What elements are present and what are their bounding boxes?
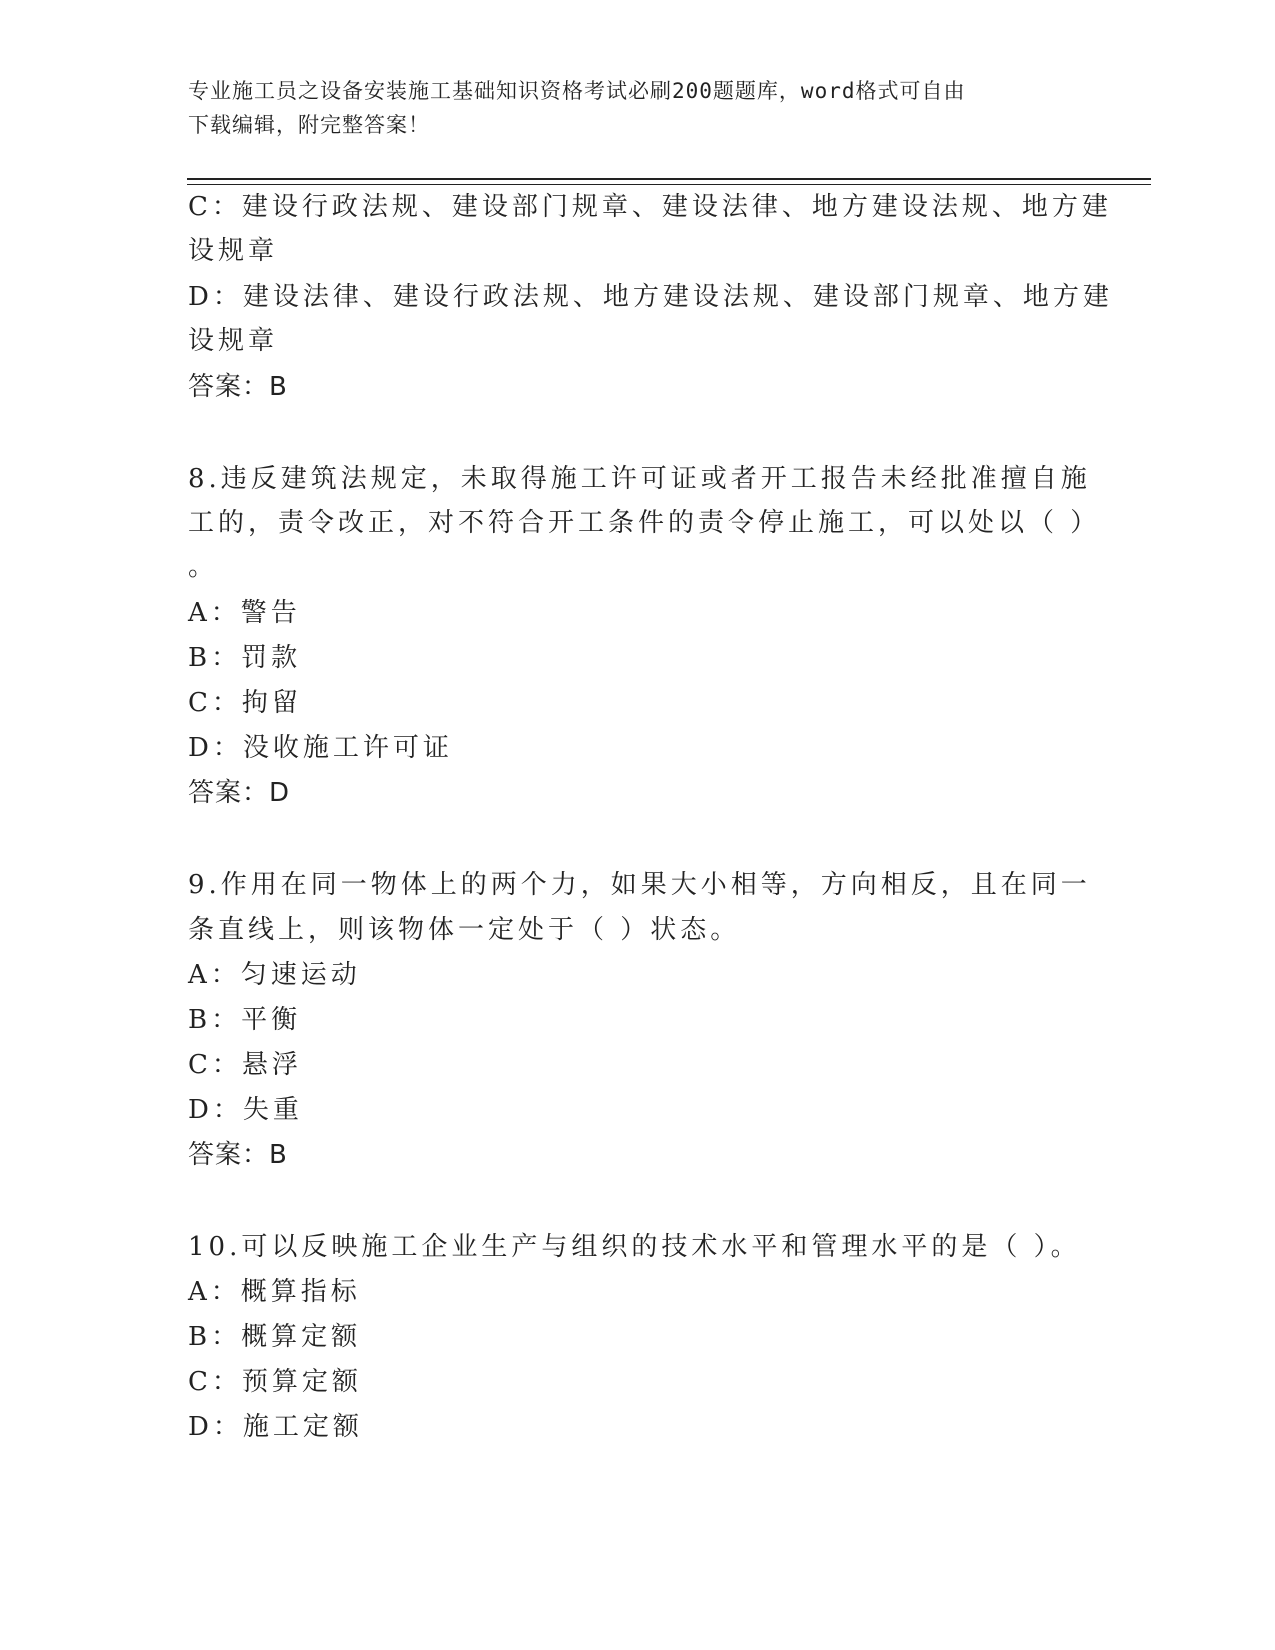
q9-option-b: B：平衡	[188, 1005, 302, 1035]
q8-option-a: A：警告	[188, 598, 301, 628]
q10-option-a: A：概算指标	[188, 1277, 361, 1307]
q8-option-b: B：罚款	[188, 643, 302, 673]
q10-option-b: B：概算定额	[188, 1322, 362, 1352]
q9-option-a: A：匀速运动	[188, 960, 361, 990]
q10-stem-line-1: 10.可以反映施工企业生产与组织的技术水平和管理水平的是（ ）。	[188, 1232, 1081, 1262]
q10-option-c: C：预算定额	[188, 1367, 362, 1397]
prev-option-d-line-1: D：建设法律、建设行政法规、地方建设法规、建设部门规章、地方建	[188, 282, 1113, 312]
q8-option-c: C：拘留	[188, 688, 302, 718]
q9-option-d: D：失重	[188, 1095, 303, 1125]
q8-option-d: D：没收施工许可证	[188, 733, 453, 763]
q8-stem-line-3: 。	[188, 552, 219, 582]
q9-stem-line-1: 9.作用在同一物体上的两个力，如果大小相等，方向相反，且在同一	[188, 870, 1091, 900]
prev-option-c-line-2: 设规章	[188, 236, 279, 266]
q8-answer: 答案：D	[188, 778, 291, 808]
prev-answer: 答案：B	[188, 372, 288, 402]
document-header	[188, 74, 1088, 142]
q9-option-c: C：悬浮	[188, 1050, 302, 1080]
q8-stem-line-2: 工的，责令改正，对不符合开工条件的责令停止施工，可以处以（ ）	[188, 508, 1101, 538]
q8-stem-line-1: 8.违反建筑法规定，未取得施工许可证或者开工报告未经批准擅自施	[188, 464, 1091, 494]
header-line-1: 专业施工员之设备安装施工基础知识资格考试必刷200题题库，word格式可自由	[188, 79, 966, 103]
prev-option-d-line-2: 设规章	[188, 326, 279, 356]
q9-answer: 答案：B	[188, 1140, 288, 1170]
header-divider	[187, 178, 1151, 180]
prev-option-c-line-1: C：建设行政法规、建设部门规章、建设法律、地方建设法规、地方建	[188, 192, 1112, 222]
header-line-2: 下载编辑，附完整答案！	[188, 113, 430, 137]
q10-option-d: D：施工定额	[188, 1412, 363, 1442]
header-divider-thin	[187, 184, 1151, 185]
q9-stem-line-2: 条直线上，则该物体一定处于（ ）状态。	[188, 915, 741, 945]
